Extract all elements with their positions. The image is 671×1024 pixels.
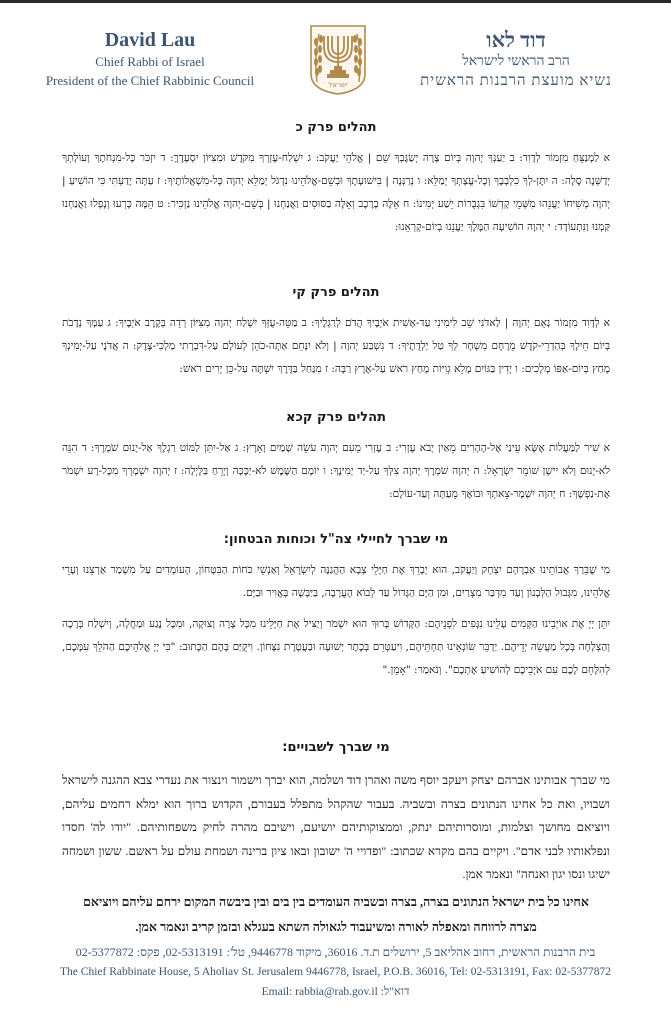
psalm-121-text: א שִׁיר לַמַּעֲלוֹת אֶשָּׂא עֵינַי אֶל-הֶהָרִים מֵאַיִן יָבֹא עֶזְרִי: ב עֶזְרִי מֵעִם יְהוָה עֹשֵׂה שָׁמַיִם וָאָרֶץ: ג אַל-יִתֵּן לַמּוֹט רַגְלֶךָ אַל-יָנוּם שֹׁמְרֶךָ: ד הִנֵּה לֹא-יָנוּם וְלֹא יִישָׁן שׁוֹמֵר יִשְׂרָאֵל: ה יְהוָה שֹׁמְרֶךָ יְהוָה צִלְּךָ עַל-יַד יְמִינֶךָ: ו יוֹמָם הַשֶּׁמֶשׁ לֹא-יַכֶּכָּה וְיָרֵחַ בַּלָּיְלָה: ז יְהוָה יִשְׁמָרְךָ מִכָּל-רָע יִשְׁמֹר אֶת-נַפְשֶׁךָ: ח יְהוָה יִשְׁמָר-צֵאתְךָ וּבוֹאֶךָ מֵעַתָּה וְעַד-עוֹלָם: xyxy=(62,442,610,500)
email-label-hebrew: :דוא"ל xyxy=(380,986,410,998)
closing-line-1: אחינו כל בית ישראל הנתונים בצרה, בצרה ובשביה העומדים בין בים ובין ביבשה המקום ירחם עליהם ויוציאם xyxy=(83,895,589,909)
footer-email xyxy=(0,982,671,1002)
psalm-110-section xyxy=(62,285,610,381)
psalm-121-section xyxy=(62,410,610,506)
footer-hebrew-address: בית הרבנות הראשית, רחוב אהליאב 5, ירושלים ת.ד. 36016, מיקוד 9446778, טל': 02-5313191, פקס: 02-5377872 xyxy=(75,945,596,959)
captives-prayer-section xyxy=(62,740,610,887)
rabbi-title-english: Chief Rabbi of Israel xyxy=(95,54,205,69)
footer-address xyxy=(0,942,671,1002)
email-label[interactable]: Email: rabbia@rab.gov.il xyxy=(261,986,378,998)
captives-prayer-text: מי שברך אבותינו אברהם יצחק ויעקב יוסף משה ואהרן דוד ושלמה, הוא יברך וישמור וינצור את נעדרי צבא ההגנה לישראל ושבויו, ואת כל אחינו הנתונים בצרה ובשביה. בעבור שהקהל מתפלל בעבורם, הקדוש ברוך הוא ימלא רחמים עליהם, ויוציאם מחושך וצלמות, ומוסרותיהם ינתק, וממצוקותיהם יושיעם, וישיבם מהרה לחיק משפחותיהם. "יודו לה' חסדו ונפלאותיו לבני אדם". ויקיים בהם מקרא שכתוב: "ופדויי ה' ישובון ובאו ציון ברינה ושמחת עולם על ראשם. ששון ושמחה ישיגו ונסו יגון ואנחה" ונאמר אמן. xyxy=(62,773,610,881)
letterhead-hebrew xyxy=(371,28,661,91)
top-border xyxy=(0,0,671,3)
rabbi-name-english: David Lau xyxy=(104,29,196,51)
psalm-20-section xyxy=(62,120,610,239)
closing-blessing xyxy=(62,890,610,940)
psalm-121-heading: תהלים פרק קכא xyxy=(286,410,386,425)
rabbi-name-hebrew: דוד לאו xyxy=(486,28,546,52)
rabbi-title-hebrew: הרב הראשי לישראל xyxy=(462,54,570,69)
psalm-110-text: א לְדָוִד מִזְמוֹר נְאֻם יְהוָה | לַאדֹנִי שֵׁב לִימִינִי עַד-אָשִׁית אֹיְבֶיךָ הֲדֹם לְרַגְלֶיךָ: ב מַטֵּה-עֻזְּךָ יִשְׁלַח יְהוָה מִצִּיּוֹן רְדֵה בְּקֶרֶב אֹיְבֶיךָ: ג עַמְּךָ נְדָבֹת בְּיוֹם חֵילֶךָ בְּהַדְרֵי-קֹדֶשׁ מֵרֶחֶם מִשְׁחָר לְךָ טַל יַלְדֻתֶיךָ: ד נִשְׁבַּע יְהוָה | וְלֹא יִנָּחֵם אַתָּה-כֹהֵן לְעוֹלָם עַל-דִּבְרָתִי מַלְכִּי-צֶדֶק: ה אֲדֹנָי עַל-יְמִינְךָ מָחַץ בְּיוֹם-אַפּוֹ מְלָכִים: ו יָדִין בַּגּוֹיִם מָלֵא גְוִיּוֹת מָחַץ רֹאשׁ עַל-אֶרֶץ רַבָּה: ז מִנַּחַל בַּדֶּרֶךְ יִשְׁתֶּה עַל-כֵּן יָרִים רֹאשׁ: xyxy=(62,317,610,375)
idf-prayer-paragraph-1: מִי שֶׁבֵּרַךְ אֲבוֹתֵינוּ אַבְרָהָם יִצְחָק וְיַעֲקֹב, הוּא יְבָרֵךְ אֶת חַיָּלֵי צְבָא הַהֲגַנָּה לְיִשְׂרָאֵל וְאַנְשֵׁי כֹּחוֹת הַבִּטָּחוֹן, הָעוֹמְדִים עַל מִשְׁמַר אַרְצֵנוּ וְעָרֵי אֱלֹהֵינוּ, מִגְּבוּל הַלְּבָנוֹן וְעַד מִדְבַּר מִצְרַיִם, וּמִן הַיָּם הַגָּדוֹל עַד לְבוֹא הָעֲרָבָה, בַּיַּבָּשָׁה בָּאֲוִיר וּבַיָּם. xyxy=(62,564,610,599)
closing-line-2: מצרה לרווחה ומאפלה לאורה ומשיעבוד לגאולה השתא בעגלא ובזמן קריב ונאמר אמן. xyxy=(135,920,537,934)
idf-prayer-section xyxy=(62,532,610,682)
state-emblem-menorah-icon xyxy=(307,22,369,96)
idf-prayer-heading: מי שברך לחיילי צה"ל וכוחות הבטחון: xyxy=(223,532,449,547)
idf-prayer-paragraph-2: יִתֵּן יְיָ אֶת אוֹיְבֵינוּ הַקָּמִים עָלֵינוּ נִגָּפִים לִפְנֵיהֶם: הַקָּדוֹשׁ בָּרוּךְ הוּא יִשְׁמֹר וְיַצִּיל אֶת חַיָּלֵינוּ מִכָּל צָרָה וְצוּקָה, וּמִכָּל נֶגַע וּמַחֲלָה, וְיִשְׁלַח בְּרָכָה וְהַצְלָחָה בְּכָל מַעֲשֵׂה יְדֵיהֶם. יַדְבֵּר שׂוֹנְאֵינוּ תַּחְתֵּיהֶם, וִיעַטְּרֵם בְּכֶתֶר יְשׁוּעָה וּבַעֲטֶרֶת נִצָּחוֹן. וִיקֻיַּם בָּהֶם הַכָּתוּב: "כִּי יְיָ אֱלֹהֵיכֶם הַהֹלֵךְ עִמָּכֶם, לְהִלָּחֵם לָכֶם עִם אֹיְבֵיכֶם לְהוֹשִׁיעַ אֶתְכֶם". וְנֹאמַר: "אָמֵן." xyxy=(62,618,610,676)
psalm-20-text: א לַמְנַצֵּחַ מִזְמוֹר לְדָוִד: ב יַעַנְךָ יְהוָה בְּיוֹם צָרָה יְשַׂגֶּבְךָ שֵׁם | אֱלֹהֵי יַעֲקֹב: ג יִשְׁלַח-עֶזְרְךָ מִקֹּדֶשׁ וּמִצִּיּוֹן יִסְעָדֶךָּ: ד יִזְכֹּר כָּל-מִנְחֹתֶךָ וְעוֹלָתְךָ יְדַשְּׁנֶה סֶלָה: ה יִתֶּן-לְךָ כִלְבָבֶךָ וְכָל-עֲצָתְךָ יְמַלֵּא: ו נְרַנְּנָה | בִּישׁוּעָתֶךָ וּבְשֵׁם-אֱלֹהֵינוּ נִדְגֹּל יְמַלֵּא יְהוָה כָּל-מִשְׁאֲלוֹתֶיךָ: ז עַתָּה יָדַעְתִּי כִּי הוֹשִׁיעַ | יְהוָה מְשִׁיחוֹ יַעֲנֵהוּ מִשְּׁמֵי קָדְשׁוֹ בִּגְבֻרוֹת יֵשַׁע יְמִינוֹ: ח אֵלֶּה בָרֶכֶב וְאֵלֶּה בַסּוּסִים וַאֲנַחְנוּ | בְּשֵׁם-יְהוָה אֱלֹהֵינוּ נַזְכִּיר: ט הֵמָּה כָּרְעוּ וְנָפָלוּ וַאֲנַחְנוּ קַּמְנוּ וַנִּתְעוֹדָד: י יְהוָה הוֹשִׁיעָה הַמֶּלֶךְ יַעֲנֵנוּ בְיוֹם-קָרְאֵנוּ: xyxy=(62,152,610,233)
psalm-20-heading: תהלים פרק כ xyxy=(295,120,377,135)
emblem-inscription: ישראל xyxy=(328,81,348,89)
footer-english-address: The Chief Rabbinate House, 5 Aholiav St. Jerusalem 9446778, Israel, P.O.B. 36016, Tel: 02-5313191, Fax: 02-5377872 xyxy=(60,966,611,978)
rabbi-position-hebrew: נשיא מועצת הרבנות הראשית xyxy=(420,73,612,89)
letterhead-english xyxy=(0,28,300,90)
captives-prayer-heading: מי שברך לשבויים: xyxy=(282,740,390,755)
psalm-110-heading: תהלים פרק קי xyxy=(292,285,380,300)
rabbi-position-english: President of the Chief Rabbinic Council xyxy=(45,73,255,88)
